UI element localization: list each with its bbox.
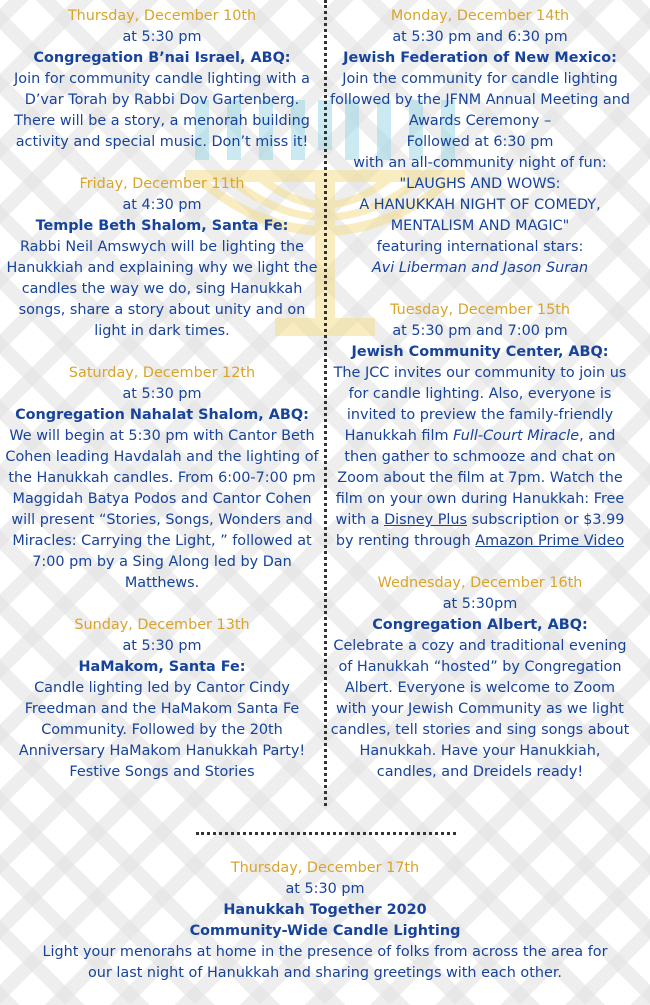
- event-host: HaMakom, Santa Fe:: [78, 659, 246, 675]
- event-host: Jewish Community Center, ABQ:: [351, 344, 609, 360]
- event-description: Join for community candle lighting with a D’var Torah by Rabbi Dov Gartenberg. There will be a story, a menorah building activity and special music. Don’t miss it!: [14, 71, 310, 150]
- event-dec-12: [4, 363, 320, 594]
- event-dec-15: [330, 300, 630, 552]
- event-host: Temple Beth Shalom, Santa Fe:: [35, 218, 289, 234]
- event-subtitle: Community-Wide Candle Lighting: [189, 923, 461, 939]
- event-date: Monday, December 14th: [390, 8, 570, 24]
- event-dec-13: [4, 615, 320, 783]
- event-description: Candle lighting led by Cantor Cindy Freedman and the HaMakom Santa Fe Community. Followed by the 20th Anniversary HaMakom Hanukkah Party! Festive Songs and Stories: [18, 680, 306, 780]
- disney-plus-link[interactable]: Disney Plus: [384, 512, 467, 528]
- event-date: Wednesday, December 16th: [377, 575, 583, 591]
- event-featuring: featuring international stars:: [376, 239, 584, 255]
- event-date: Tuesday, December 15th: [390, 302, 570, 318]
- left-column: [4, 6, 320, 804]
- event-host: Congregation Albert, ABQ:: [372, 617, 588, 633]
- event-description: Light your menorahs at home in the presence of folks from across the area for our last night of Hanukkah and sharing greetings with each other.: [42, 944, 608, 981]
- event-followed: Followed at 6:30 pm: [406, 134, 554, 150]
- event-date: Thursday, December 17th: [230, 860, 420, 876]
- event-host: Congregation B’nai Israel, ABQ:: [33, 50, 291, 66]
- event-description: Join the community for candle lighting followed by the JFNM Annual Meeting and Awards Ceremony –: [330, 71, 630, 129]
- amazon-prime-video-link[interactable]: Amazon Prime Video: [475, 533, 625, 549]
- vertical-divider: [324, 0, 327, 806]
- final-night-event: [0, 858, 650, 984]
- show-title-line-1: "LAUGHS AND WOWS:: [399, 176, 561, 192]
- event-date: Friday, December 11th: [79, 176, 245, 192]
- event-date: Sunday, December 13th: [74, 617, 250, 633]
- event-time: at 5:30 pm and 7:00 pm: [392, 323, 568, 339]
- featured-stars: Avi Liberman and Jason Suran: [371, 260, 589, 276]
- event-time: at 5:30 pm and 6:30 pm: [392, 29, 568, 45]
- event-time: at 5:30 pm: [285, 881, 365, 897]
- event-host: Jewish Federation of New Mexico:: [343, 50, 617, 66]
- show-title-line-2: A HANUKKAH NIGHT OF COMEDY, MENTALISM AND MAGIC": [359, 197, 601, 234]
- event-time: at 5:30 pm: [122, 386, 202, 402]
- event-description: Rabbi Neil Amswych will be lighting the Hanukkiah and explaining why we light the candles the way we do, sing Hanukkah songs, share a story about unity and on light in dark times.: [6, 239, 318, 339]
- event-time: at 5:30 pm: [122, 638, 202, 654]
- event-host: Congregation Nahalat Shalom, ABQ:: [15, 407, 309, 423]
- event-date: Saturday, December 12th: [68, 365, 256, 381]
- event-time: at 5:30pm: [442, 596, 518, 612]
- event-dec-10: [4, 6, 320, 153]
- event-description: We will begin at 5:30 pm with Cantor Beth Cohen leading Havdalah and the lighting of the Hanukkah candles. From 6:00-7:00 pm Maggidah Batya Podos and Cantor Cohen will present “Stories, Songs, Wonders and Miracles: Carrying the Light, ” followed at 7:00 pm by a Sing Along led by Dan Matthews.: [5, 428, 319, 591]
- event-with: with an all-community night of fun:: [353, 155, 607, 171]
- event-description: The JCC invites our community to join us for candle lighting. Also, everyone is invited to preview the family-friendly Hanukkah film Full-Court Miracle, and then gather to schmooze and chat on Zoom about the film at 7pm. Watch the film on your own during Hanukkah: Free with a Disney Plus subscription or $3.99 by renting through Amazon Prime Video: [333, 365, 627, 549]
- event-description: Celebrate a cozy and traditional evening of Hanukkah “hosted” by Congregation Albert. Everyone is welcome to Zoom with your Jewish Community as we light candles, tell stories and sing songs about Hanukkah. Have your Hanukkiah, candles, and Dreidels ready!: [330, 638, 630, 780]
- event-time: at 4:30 pm: [122, 197, 202, 213]
- event-dec-14: [330, 6, 630, 279]
- event-dec-11: [4, 174, 320, 342]
- event-time: at 5:30 pm: [122, 29, 202, 45]
- right-column: [330, 6, 630, 804]
- horizontal-divider: [196, 832, 456, 835]
- event-date: Thursday, December 10th: [67, 8, 257, 24]
- film-title: Full-Court Miracle: [453, 428, 580, 444]
- event-dec-16: [330, 573, 630, 783]
- event-title: Hanukkah Together 2020: [223, 902, 427, 918]
